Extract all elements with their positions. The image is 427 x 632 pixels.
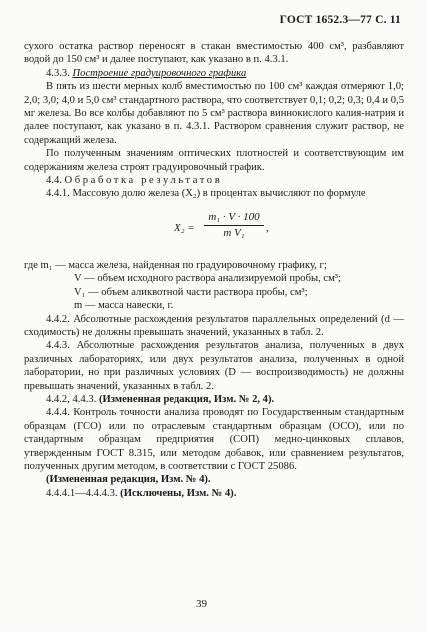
amendment-note-2: (Измененная редакция, Изм. № 4). — [46, 474, 211, 486]
section-title: Построение градуировочного графика — [72, 67, 247, 79]
section-heading-4-4 — [24, 174, 404, 187]
amendment-note-3 — [24, 487, 404, 500]
definition-v1: V₁ — объем аликвотной части раствора пробы, см³; — [74, 286, 308, 298]
definition-m: m — масса навески, г. — [74, 300, 174, 312]
page-header: ГОСТ 1652.3—77 С. 11 — [279, 14, 401, 26]
paragraph-calibration: В пять из шести мерных колб вместимостью по 100 см³ каждая отмеряют 1,0; 2,0; 3,0; 4,0 и 5,0 см³ стандартного раствора, что соответствует 0,1; 0,2; 0,3; 0,4 и 0,5 мг железа. Во все колбы добавляют по 5 см³ раствора виннокислого калия-натрия и далее поступают, как указано в п. 4.3.1. Раствором сравнения служит раствор, не содержащий железа. — [24, 81, 404, 146]
section-number: 4.4. — [46, 175, 62, 187]
formula-fraction — [204, 211, 264, 241]
paragraph-4-4-2: 4.4.2. Абсолютные расхождения результатов параллельных определений (d — сходимость) не должны превышать значений, указанных в табл. 2. — [24, 313, 404, 338]
formula-tail: , — [266, 221, 269, 234]
definition-v: V — объем исходного раствора анализируемой пробы, см³; — [74, 273, 341, 285]
section-heading-4-3-3 — [24, 67, 404, 80]
amendment-text: (Измененная редакция, Изм. № 2, 4). — [98, 393, 275, 405]
page-number: 39 — [196, 598, 207, 610]
formula-denominator: m V₁ — [223, 227, 245, 240]
formula-numerator: m₁ · V · 100 — [204, 211, 264, 226]
document-body — [24, 40, 404, 500]
formula-lhs: X₂ = — [174, 221, 195, 234]
paragraph-4-4-1: 4.4.1. Массовую долю железа (X₂) в процентах вычисляют по формуле — [46, 188, 366, 200]
paragraph-graph: По полученным значениям оптических плотностей и соответствующим им содержаниям железа строят градуировочный график. — [24, 148, 404, 173]
amendment-ref: 4.4.2, 4.4.3. — [46, 393, 97, 405]
paragraph-4-4-4: 4.4.4. Контроль точности анализа проводят по Государственным стандартным образцам (ГСО) или по отраслевым стандартным образцам (ОСО), или по стандартным образцам предприятия (СОП) медно-цинковых сплавов, утвержденным ГОСТ 8.315, или методом добавок, или сравнением результатов, полученных другим методом, в соответствии с ГОСТ 25086. — [24, 407, 404, 472]
paragraph-4-4-3: 4.4.3. Абсолютные расхождения результатов анализа, полученных в двух различных лабораториях, или двух результатов анализа, полученных в одной лаборатории, но при различных условиях (D — воспроизводимость) не должны превышать значений, указанных в табл. 2. — [24, 340, 404, 392]
definition-m1: где m₁ — масса железа, найденная по градуировочному графику, г; — [24, 259, 327, 271]
paragraph-continuation: сухого остатка раствор переносят в стакан вместимостью 400 см³, разбавляют водой до 150 см³ и далее поступают, как указано в п. 4.3.1. — [24, 41, 404, 66]
formula-block — [24, 209, 404, 253]
section-number: 4.3.3. — [46, 67, 70, 79]
amendment-note-1 — [24, 393, 404, 406]
amendment-ref: 4.4.4.1—4.4.4.3. — [46, 487, 118, 499]
amendment-text: (Исключены, Изм. № 4). — [120, 487, 237, 499]
section-title: Обработка результатов — [64, 175, 223, 187]
